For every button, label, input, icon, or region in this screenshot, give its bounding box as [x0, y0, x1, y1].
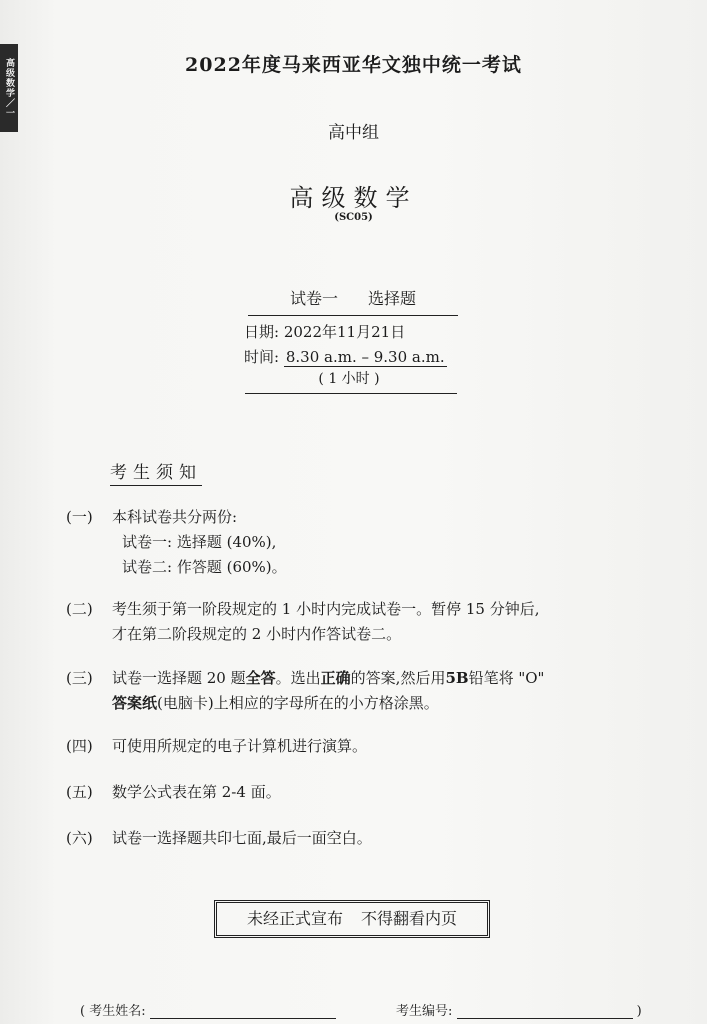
- candidate-id-label: 考生编号:: [396, 1004, 453, 1019]
- note-text: 的答案,然后用: [350, 669, 446, 687]
- notice-box: [214, 900, 490, 938]
- subject-code: (SC05): [334, 212, 373, 223]
- notice-part-2: 不得翻看内页: [361, 909, 458, 928]
- note-text: 可使用所规定的电子计算机进行演算。: [112, 737, 368, 755]
- paper-name: 试卷一: [289, 289, 338, 308]
- time-line: [244, 346, 447, 367]
- note-text: 本科试卷共分两份:: [112, 508, 238, 526]
- date-value: 2022年11月21日: [283, 323, 406, 341]
- note-text: 考生须于第一阶段规定的 1 小时内完成试卷一。暂停 15 分钟后,: [112, 600, 540, 618]
- note-number: (四): [66, 737, 93, 755]
- note-emphasis: 正确: [320, 669, 351, 687]
- header-divider: [245, 393, 457, 394]
- note-item-3: [66, 666, 666, 716]
- note-text: 数学公式表在第 2-4 面。: [112, 783, 281, 801]
- notice-part-1: 未经正式宣布: [246, 909, 343, 928]
- note-emphasis: 答案纸: [112, 694, 158, 712]
- notes-title: 考生须知: [110, 458, 202, 486]
- exam-title: 2022年度马来西亚华文独中统一考试: [185, 54, 522, 76]
- note-emphasis: 全答: [245, 669, 276, 687]
- note-number: (六): [66, 829, 93, 847]
- candidate-id-blank[interactable]: [457, 1004, 633, 1019]
- note-item-2: [66, 597, 666, 647]
- date-label: 日期:: [244, 323, 280, 341]
- note-item-5: [66, 780, 666, 805]
- note-number: (一): [66, 508, 93, 526]
- note-text: 试卷一: 选择题 (40%),: [122, 533, 277, 551]
- candidate-name-field[interactable]: [80, 1000, 336, 1019]
- note-item-6: [66, 826, 666, 851]
- note-text: 才在第二阶段规定的 2 小时内作答试卷二。: [112, 625, 402, 643]
- note-item-4: [66, 734, 666, 759]
- time-value: 8.30 a.m. – 9.30 a.m.: [285, 348, 445, 366]
- paper-type: 选择题: [368, 289, 417, 308]
- time-label: 时间:: [244, 348, 280, 366]
- note-text: 试卷一选择题共印七面,最后一面空白。: [112, 829, 372, 847]
- note-emphasis: 5B: [445, 669, 469, 687]
- footer-close-paren: ): [636, 1004, 642, 1019]
- note-number: (五): [66, 783, 93, 801]
- note-line: [112, 691, 666, 716]
- paper-header: [248, 286, 458, 316]
- subject-title: 高级数学: [289, 184, 418, 212]
- candidate-name-blank[interactable]: [150, 1004, 336, 1019]
- note-text: 。选出: [275, 669, 321, 687]
- exam-group: 高中组: [328, 123, 379, 143]
- note-text: 试卷一选择题 20 题: [112, 669, 246, 687]
- note-item-1: [66, 505, 666, 580]
- side-tab-label: 高级数学／一: [0, 44, 18, 132]
- candidate-id-field[interactable]: [396, 1000, 642, 1019]
- note-number: (二): [66, 600, 93, 618]
- note-text: 试卷二: 作答题 (60%)。: [122, 558, 287, 576]
- candidate-name-label: ( 考生姓名:: [80, 1004, 146, 1019]
- time-duration: ( 1 小时 ): [318, 371, 380, 387]
- note-text: 铅笔将 "O": [468, 669, 545, 687]
- note-number: (三): [66, 669, 93, 687]
- date-line: [244, 321, 405, 342]
- note-text: (电脑卡)上相应的字母所在的小方格涂黑。: [157, 694, 439, 712]
